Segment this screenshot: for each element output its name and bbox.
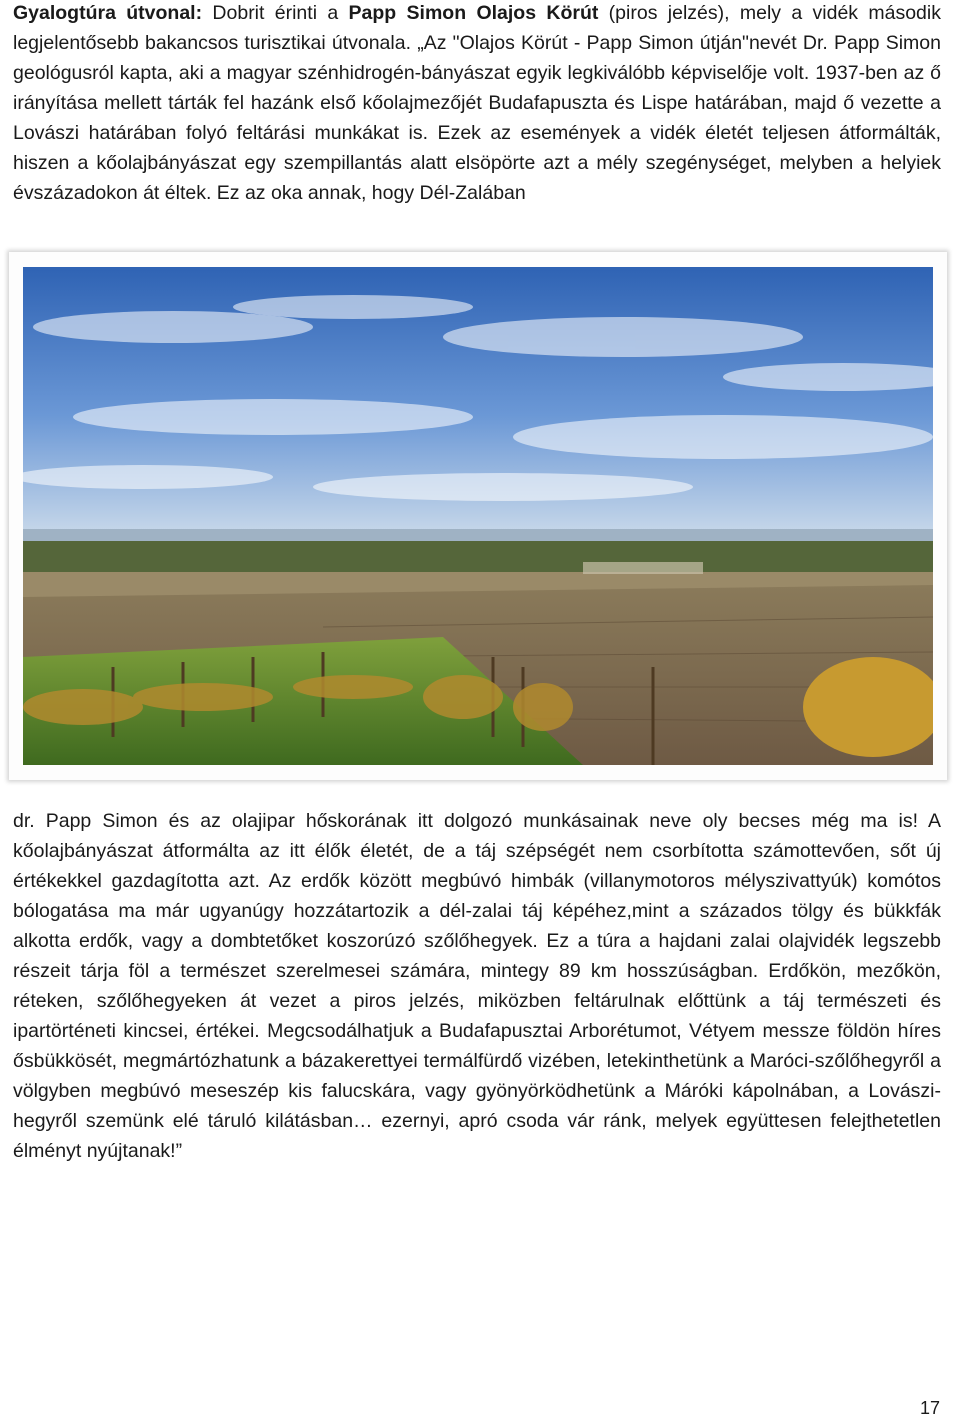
landscape-photo [9,252,947,780]
page-number: 17 [919,1398,940,1418]
route-name: Papp Simon Olajos Körút [348,2,599,24]
intro-paragraph [13,0,941,208]
vineyard-landscape-image [23,267,933,765]
intro-text-b: (piros jelzés), mely a vidék második legjelentősebb bakancsos turisztikai útvonala. „Az "Olajos Körút - Papp Simon útján"nevét Dr. Papp Simon geológusról kapta, aki a magyar szénhidrogén-bányászat egyik legkiválóbb képviselője volt. [13,2,941,84]
continuation-paragraph: dr. Papp Simon és az olajipar hőskorának itt dolgozó munkásainak neve oly becses még ma is! A kőolajbányászat átformálta az itt élők életét, de a táj szépségét nem csorbította számottevően, sőt új értékekkel gazdagította azt. Az erdők között megbúvó himbák (villanymotoros mélyszivattyúk) komótos bólogatása ma már ugyanúgy hozzátartozik a dél-zalai táj képéhez,mint a százados tölgy és bükkfák alkotta erdők, vagy a dombtetőket koszorúzó szőlőhegyek. Ez a túra a hajdani zalai olajvidék legszebb részeit tárja föl a természet szerelmesei számára, mintegy 89 km hosszúságban. Erdőkön, mezőkön, réteken, szőlőhegyeken át vezet a piros jelzés, miközben feltárulnak előttünk a táj természeti és ipartörténeti kincsei, értékei. Megcsodálhatjuk a Budafapusztai Arborétumot, Vétyem messze földön híres ősbükkösét, megmártózhatunk a bázakerettyei termálfürdő vizében, letekinthetünk a Maróci-szőlőhegyről a völgyben megbúvó meseszép kis falucskára, vagy gyönyörködhetünk a Máróki kápolnában, a Lovászi-hegyről szemünk elé táruló kilátásban… ezernyi, apró csoda vár ránk, melyek együttesen felejthetetlen élményt nyújtanak!” [13,810,941,1162]
intro-text-a: Dobrit érinti a [202,2,349,24]
route-label: Gyalogtúra útvonal: [13,2,203,24]
intro-text-c: 1937-ben az ő irányítása mellett tárták fel hazánk első kőolajmezőjét Budafapuszta és Lispe határában, majd ő vezette a Lovászi határában folyó feltárási munkákat is. Ezek az események a vidék életét teljesen átformálták, hiszen a kőolajbányászat egy szempillantás alatt elsöpörte azt a mély szegénységet, melyben a helyiek évszázadokon át éltek. Ez az oka annak, hogy Dél-Zalában [13,62,942,204]
